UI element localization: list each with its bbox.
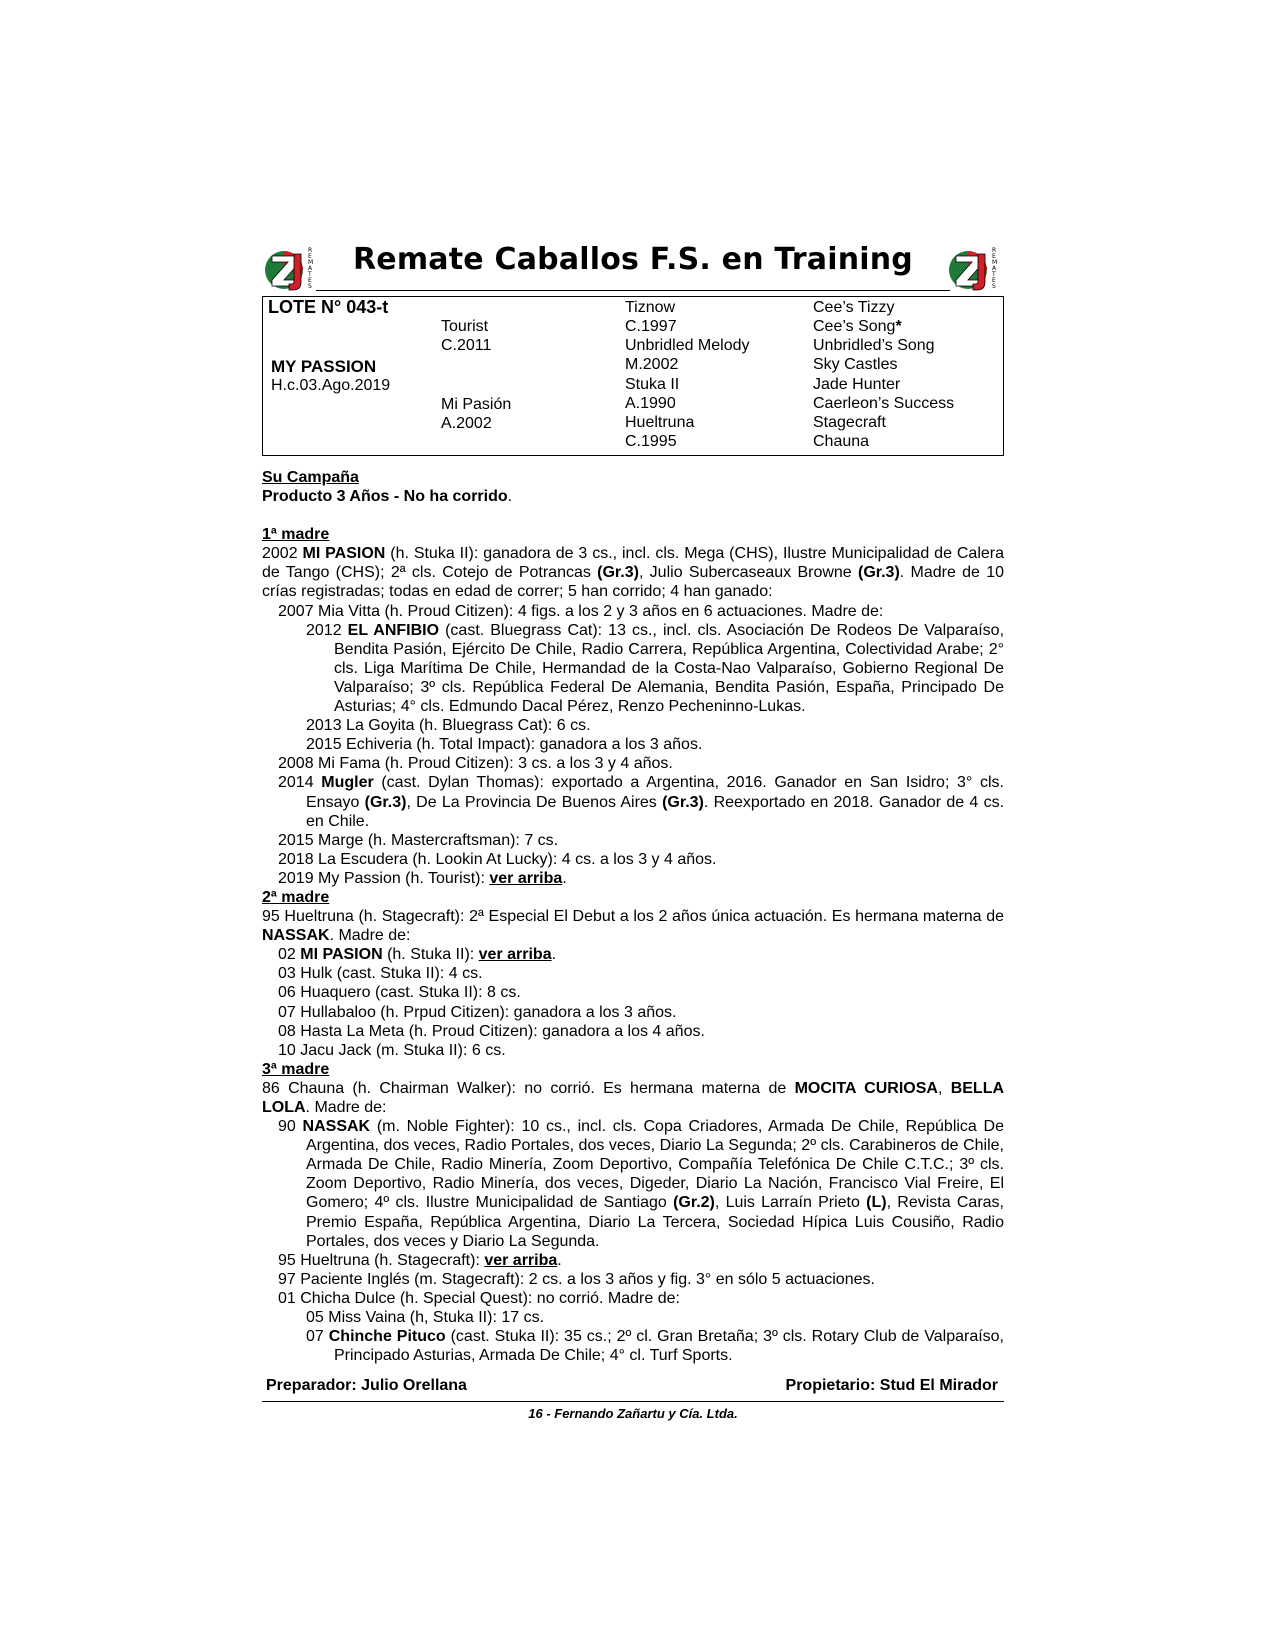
trainer: Preparador: Julio Orellana xyxy=(266,1377,467,1395)
list-item: 06 Huaquero (cast. Stuka II): 8 cs. xyxy=(278,984,521,1002)
campaign-status: No ha corrido xyxy=(403,488,508,506)
gen3-cell-text: Cee’s Song xyxy=(813,318,896,335)
gen2-cell: Unbridled Melody xyxy=(625,337,750,354)
list-item: 2013 La Goyita (h. Bluegrass Cat): 6 cs. xyxy=(306,717,591,735)
ver-arriba-link: ver arriba xyxy=(478,946,552,964)
gen2-cell: A.1990 xyxy=(625,395,676,412)
svg-text:T: T xyxy=(992,271,996,278)
list-item: 2007 Mia Vitta (h. Proud Citizen): 4 figs. a los 2 y 3 años en 6 actuaciones. Madre de: xyxy=(278,602,884,620)
document-header xyxy=(262,240,1004,296)
sire-year: C.2011 xyxy=(441,337,492,354)
asterisk-mark: * xyxy=(895,318,902,335)
list-item: 90 NASSAK (m. Noble Fighter): 10 cs., incl. cls. Copa Criadores, Armada De Chile, República De Argentina, dos veces, Radio Portales, dos veces, Diario La Segunda; 2º cls. Carabineros de Chile, Armada De Chile, Radio Minería, Zoom Deportivo, Compañía Telefónica De Chile C.T.C.; 3º cls. Zoom Deportivo, Radio Minería, dos veces, Digeder, Diario La Nación, Francisco Vial Freire, El Gomero; 4º cls. Ilustre Municipalidad de Santiago (Gr.2), Luis Larraín Prieto (L), Revista Caras, Premio España, República Argentina, Diario La Tercera, Sociedad Hípica Luis Cousiño, Radio Portales, dos veces y Diario La Segunda. xyxy=(278,1118,1005,1250)
page-title: Remate Caballos F.S. en Training xyxy=(353,242,913,277)
list-item: 01 Chicha Dulce (h. Special Quest): no corrió. Madre de: xyxy=(278,1289,680,1307)
list-item: 03 Hulk (cast. Stuka II): 4 cs. xyxy=(278,965,483,983)
list-item: 07 Chinche Pituco (cast. Stuka II): 35 cs.; 2º cl. Gran Bretaña; 3º cls. Rotary Club de Valparaíso, Principado Asturias, Armada De Chile; 4° cl. Turf Sports. xyxy=(306,1328,1005,1365)
zj-logo-icon xyxy=(264,244,318,294)
owner: Propietario: Stud El Mirador xyxy=(785,1377,998,1395)
gen2-cell: M.2002 xyxy=(625,356,679,373)
list-item: 07 Hullabaloo (h. Prpud Citizen): ganadora a los 3 años. xyxy=(278,1003,677,1021)
ver-arriba-link: ver arriba xyxy=(489,869,563,887)
svg-text:E: E xyxy=(308,253,312,260)
list-item: 2008 Mi Fama (h. Proud Citizen): 3 cs. a los 3 y 4 años. xyxy=(278,755,673,773)
list-item: 2015 Echiveria (h. Total Impact): ganadora a los 3 años. xyxy=(306,736,703,754)
svg-text:E: E xyxy=(308,277,312,284)
gen3-cell: Unbridled’s Song xyxy=(813,337,935,354)
list-item: 02 MI PASION (h. Stuka II): ver arriba. xyxy=(278,946,557,964)
campaign-product: Producto 3 Años xyxy=(262,488,390,506)
document-body xyxy=(262,468,1004,1365)
gen3-cell: Cee’s Tizzy xyxy=(813,299,895,316)
madre2-heading: 2ª madre xyxy=(262,888,330,906)
gen3-cell: Jade Hunter xyxy=(813,376,901,393)
gen2-cell: Stuka II xyxy=(625,376,680,393)
svg-text:M: M xyxy=(992,259,998,266)
sire: Tourist xyxy=(441,318,489,335)
dam: Mi Pasión xyxy=(441,396,512,413)
campaign-heading: Su Campaña xyxy=(262,469,359,486)
svg-text:S: S xyxy=(308,283,312,290)
list-item: 95 Hueltruna (h. Stagecraft): ver arriba. xyxy=(278,1251,562,1269)
svg-text:A: A xyxy=(308,265,313,272)
list-item: 2012 EL ANFIBIO (cast. Bluegrass Cat): 13 cs., incl. cls. Asociación De Rodeos De Valparaíso, Bendita Pasión, Ejército De Chile, Radio Carrera, República Argentina, Colectividad Arabe; 2° cls. Liga Marítima De Chile, Hermandad de la Costa-Nao Valparaíso, Gobierno Regional De Valparaíso; 3º cls. República Federal De Alemania, Bendita Pasión, España, Principado De Asturias; 4° cls. Edmundo Dacal Pérez, Renzo Pecheninno-Lukas. xyxy=(306,621,1005,716)
header-rule xyxy=(316,290,950,291)
horse-name: MY PASSION xyxy=(271,357,377,376)
madre1-heading: 1ª madre xyxy=(262,526,330,544)
zj-logo-icon xyxy=(948,244,1002,294)
ver-arriba-link: ver arriba xyxy=(484,1251,558,1269)
gen3-cell: Caerleon’s Success xyxy=(813,395,955,412)
gen2-cell: C.1997 xyxy=(625,318,677,335)
document-footer xyxy=(262,1377,1004,1397)
svg-text:R: R xyxy=(308,247,313,254)
svg-text:A: A xyxy=(992,265,997,272)
svg-text:R: R xyxy=(992,247,997,254)
svg-text:M: M xyxy=(308,259,314,266)
madre2-paragraph: 95 Hueltruna (h. Stagecraft): 2ª Especial El Debut a los 2 años única actuación. Es hermana materna de NASSAK. Madre de: xyxy=(262,908,1004,945)
svg-text:S: S xyxy=(992,283,996,290)
gen2-cell: Hueltruna xyxy=(625,414,695,431)
svg-text:E: E xyxy=(992,253,996,260)
page-number: 16 - Fernando Zañartu y Cía. Ltda. xyxy=(528,1406,738,1422)
gen3-cell xyxy=(813,317,902,336)
gen2-cell: C.1995 xyxy=(625,433,677,450)
list-item: 05 Miss Vaina (h, Stuka II): 17 cs. xyxy=(306,1309,545,1327)
horse-info: H.c.03.Ago.2019 xyxy=(271,377,391,394)
gen3-cell: Chauna xyxy=(813,433,870,450)
list-item: 08 Hasta La Meta (h. Proud Citizen): ganadora a los 4 años. xyxy=(278,1022,705,1040)
document-page xyxy=(262,240,1004,1421)
pedigree-table xyxy=(262,296,1004,456)
madre1-paragraph: 2002 MI PASION (h. Stuka II): ganadora de 3 cs., incl. cls. Mega (CHS), Ilustre Municipalidad de Calera de Tango (CHS); 2ª cls. Cotejo de Potrancas (Gr.3), Julio Subercaseaux Browne (Gr.3). Madre de 10 crías registradas; todas en edad de correr; 5 han corrido; 4 han ganado: xyxy=(262,545,1005,601)
gen3-cell: Stagecraft xyxy=(813,414,886,431)
list-item: 2015 Marge (h. Mastercraftsman): 7 cs. xyxy=(278,831,559,849)
footer-rule xyxy=(262,1401,1004,1402)
campaign-line: Producto 3 Años - No ha corrido. xyxy=(262,488,513,506)
list-item: 97 Paciente Inglés (m. Stagecraft): 2 cs. a los 3 años y fig. 3° en sólo 5 actuaciones. xyxy=(278,1270,875,1288)
list-item: 2018 La Escudera (h. Lookin At Lucky): 4 cs. a los 3 y 4 años. xyxy=(278,850,717,868)
list-item: 2014 Mugler (cast. Dylan Thomas): exportado a Argentina, 2016. Ganador en San Isidro; 3° cls. Ensayo (Gr.3), De La Provincia De Buenos Aires (Gr.3). Reexportado en 2018. Ganador de 4 cs. en Chile. xyxy=(278,774,1005,830)
list-item: 2019 My Passion (h. Tourist): ver arriba. xyxy=(278,869,567,887)
list-item: 10 Jacu Jack (m. Stuka II): 6 cs. xyxy=(278,1041,506,1059)
svg-text:T: T xyxy=(308,271,312,278)
dam-year: A.2002 xyxy=(441,415,492,432)
gen2-cell: Tiznow xyxy=(625,299,676,316)
madre3-paragraph: 86 Chauna (h. Chairman Walker): no corrió. Es hermana materna de MOCITA CURIOSA, BELLA LOLA. Madre de: xyxy=(262,1079,1005,1116)
madre3-heading: 3ª madre xyxy=(262,1060,330,1078)
svg-text:E: E xyxy=(992,277,996,284)
gen3-cell: Sky Castles xyxy=(813,356,898,373)
lote-number: LOTE N° 043-t xyxy=(268,297,389,317)
